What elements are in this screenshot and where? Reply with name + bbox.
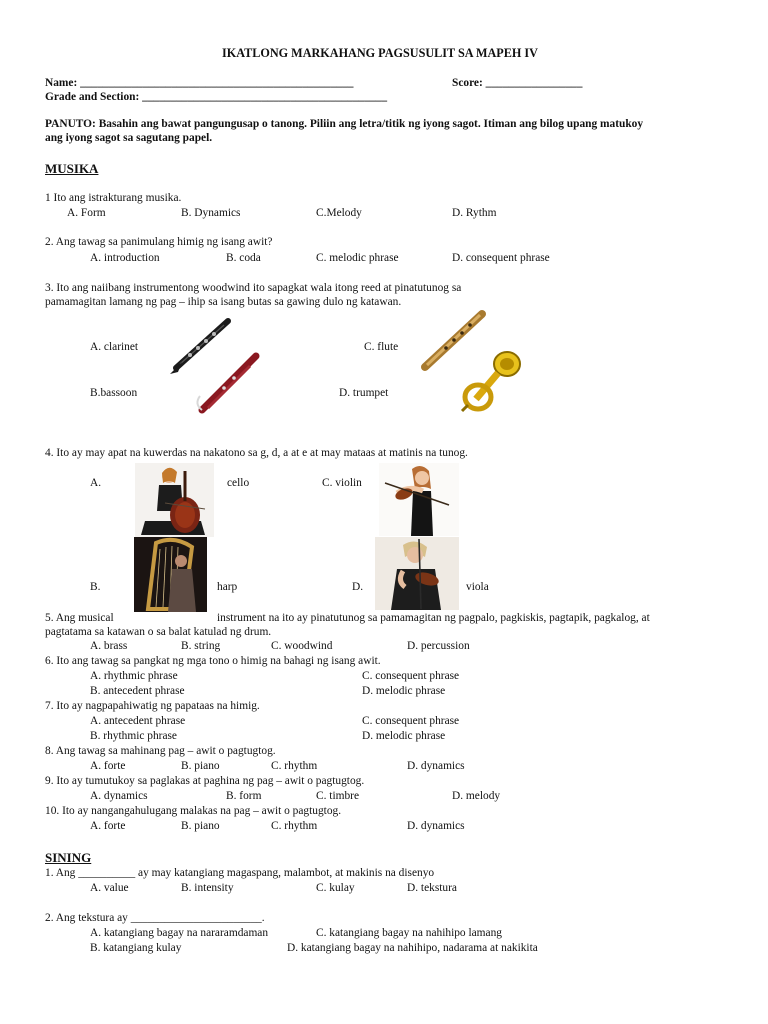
score-field[interactable]: Score: _________________ [452, 77, 583, 89]
question-7-choice-c[interactable]: C. consequent phrase [362, 715, 460, 727]
question-2-choice-d[interactable]: D. consequent phrase [452, 252, 550, 264]
sining-question-2-choice-c[interactable]: C. katangiang bagay na nahihipo lamang [316, 927, 502, 939]
question-4-choice-d[interactable]: D. [352, 581, 364, 593]
question-8-choice-c[interactable]: C. rhythm [271, 760, 318, 772]
question-3-choice-d[interactable]: D. trumpet [339, 387, 389, 399]
section-heading-sining: SINING [45, 850, 92, 865]
question-6-choice-a[interactable]: A. rhythmic phrase [90, 670, 178, 682]
question-3-stem-line-2: pamamagitan lamang ng pag – ihip sa isang butas sa gawing dulo ng katawan. [45, 296, 402, 308]
question-9-stem: 9. Ito ay tumutukoy sa paglakas at paghina ng pag – awit o pagtugtog. [45, 775, 365, 787]
question-5-stem-line-1a: 5. Ang musical [45, 612, 114, 624]
question-5-choice-a[interactable]: A. brass [90, 640, 128, 652]
question-10-stem: 10. Ito ay nangangahulugang malakas na pag – awit o pagtugtog. [45, 805, 342, 817]
question-5-choice-b[interactable]: B. string [181, 640, 221, 652]
section-heading-musika: MUSIKA [45, 161, 99, 176]
question-5-stem-line-2: pagtatama sa katawan o sa balat katulad ng drum. [45, 626, 272, 638]
harp-player-image [134, 537, 207, 612]
question-10-choice-a[interactable]: A. forte [90, 820, 126, 832]
question-2-choice-c[interactable]: C. melodic phrase [316, 252, 399, 264]
question-6-choice-b[interactable]: B. antecedent phrase [90, 685, 185, 697]
sining-question-1-stem: 1. Ang __________ ay may katangiang magaspang, malambot, at makinis na disenyo [45, 867, 435, 879]
instructions-label: PANUTO: [45, 118, 96, 130]
question-10-choice-c[interactable]: C. rhythm [271, 820, 318, 832]
question-1-choice-c[interactable]: C.Melody [316, 207, 362, 219]
question-1-choice-d[interactable]: D. Rythm [452, 207, 497, 219]
sining-question-1-choice-c[interactable]: C. kulay [316, 882, 355, 894]
question-9-choice-a[interactable]: A. dynamics [90, 790, 148, 802]
question-3-choice-a[interactable]: A. clarinet [90, 341, 139, 353]
instructions-line-2: ang iyong sagot sa sagutang papel. [45, 132, 213, 144]
question-8-stem: 8. Ang tawag sa mahinang pag – awit o pagtugtog. [45, 745, 276, 757]
question-4-choice-a-text: cello [227, 477, 250, 489]
question-9-choice-b[interactable]: B. form [226, 790, 262, 802]
question-4-choice-d-text: viola [466, 581, 489, 593]
question-3-choice-c[interactable]: C. flute [364, 341, 399, 353]
sining-question-2-choice-d[interactable]: D. katangiang bagay na nahihipo, nadarama at nakikita [287, 942, 538, 954]
cello-player-image [135, 463, 214, 537]
sining-question-2-choice-b[interactable]: B. katangiang kulay [90, 942, 182, 954]
question-5-choice-c[interactable]: C. woodwind [271, 640, 333, 652]
sining-question-2-choice-a[interactable]: A. katangiang bagay na nararamdaman [90, 927, 269, 939]
question-9-choice-d[interactable]: D. melody [452, 790, 501, 802]
question-4-choice-c[interactable]: C. violin [322, 477, 362, 489]
question-7-stem: 7. Ito ay nagpapahiwatig ng papataas na himig. [45, 700, 260, 712]
name-field[interactable]: Name: ________________________________________________ [45, 77, 354, 89]
grade-section-field[interactable]: Grade and Section: ___________________________________________ [45, 91, 388, 103]
question-3-stem-line-1: 3. Ito ang naiibang instrumentong woodwind ito sapagkat wala itong reed at pinatutunog sa [45, 282, 462, 294]
question-3-choice-b[interactable]: B.bassoon [90, 387, 138, 399]
viola-player-image [375, 537, 459, 610]
question-4-choice-b[interactable]: B. [90, 581, 101, 593]
sining-question-1-choice-d[interactable]: D. tekstura [407, 882, 457, 894]
question-8-choice-a[interactable]: A. forte [90, 760, 126, 772]
violin-player-image [379, 463, 459, 536]
question-7-choice-b[interactable]: B. rhythmic phrase [90, 730, 177, 742]
question-1-stem: 1 Ito ang istrakturang musika. [45, 192, 182, 204]
question-7-choice-d[interactable]: D. melodic phrase [362, 730, 446, 742]
instructions-line-1 [45, 118, 643, 131]
question-4-stem: 4. Ito ay may apat na kuwerdas na nakatono sa g, d, a at e at may mataas at matinis na tunog. [45, 447, 468, 459]
question-8-choice-b[interactable]: B. piano [181, 760, 220, 772]
bassoon-image [190, 352, 262, 416]
question-10-choice-d[interactable]: D. dynamics [407, 820, 465, 832]
question-6-choice-c[interactable]: C. consequent phrase [362, 670, 460, 682]
question-2-choice-a[interactable]: A. introduction [90, 252, 160, 264]
sining-question-2-stem: 2. Ang tekstura ay _______________________. [45, 912, 265, 924]
question-7-choice-a[interactable]: A. antecedent phrase [90, 715, 186, 727]
question-4-choice-a[interactable]: A. [90, 477, 102, 489]
question-10-choice-b[interactable]: B. piano [181, 820, 220, 832]
question-6-choice-d[interactable]: D. melodic phrase [362, 685, 446, 697]
question-6-stem: 6. Ito ang tawag sa pangkat ng mga tono o himig na bahagi ng isang awit. [45, 655, 381, 667]
question-1-choice-b[interactable]: B. Dynamics [181, 207, 241, 219]
question-5-choice-d[interactable]: D. percussion [407, 640, 470, 652]
trumpet-image [458, 347, 524, 415]
question-9-choice-c[interactable]: C. timbre [316, 790, 360, 802]
instructions-text-1: Basahin ang bawat pangungusap o tanong. Piliin ang letra/titik ng iyong sagot. Itiman ang bilog upang matukoy [98, 118, 644, 130]
question-2-choice-b[interactable]: B. coda [226, 252, 261, 264]
question-2-stem: 2. Ang tawag sa panimulang himig ng isang awit? [45, 236, 273, 248]
question-4-choice-b-text: harp [217, 581, 238, 593]
question-1-choice-a[interactable]: A. Form [67, 207, 106, 219]
question-5-stem-line-1b: instrument na ito ay pinatutunog sa pamamagitan ng pagpalo, pagkiskis, pagtapik, pagkalog, at [217, 612, 650, 624]
question-8-choice-d[interactable]: D. dynamics [407, 760, 465, 772]
sining-question-1-choice-a[interactable]: A. value [90, 882, 129, 894]
sining-question-1-choice-b[interactable]: B. intensity [181, 882, 234, 894]
page-title: IKATLONG MARKAHANG PAGSUSULIT SA MAPEH IV [222, 46, 538, 60]
